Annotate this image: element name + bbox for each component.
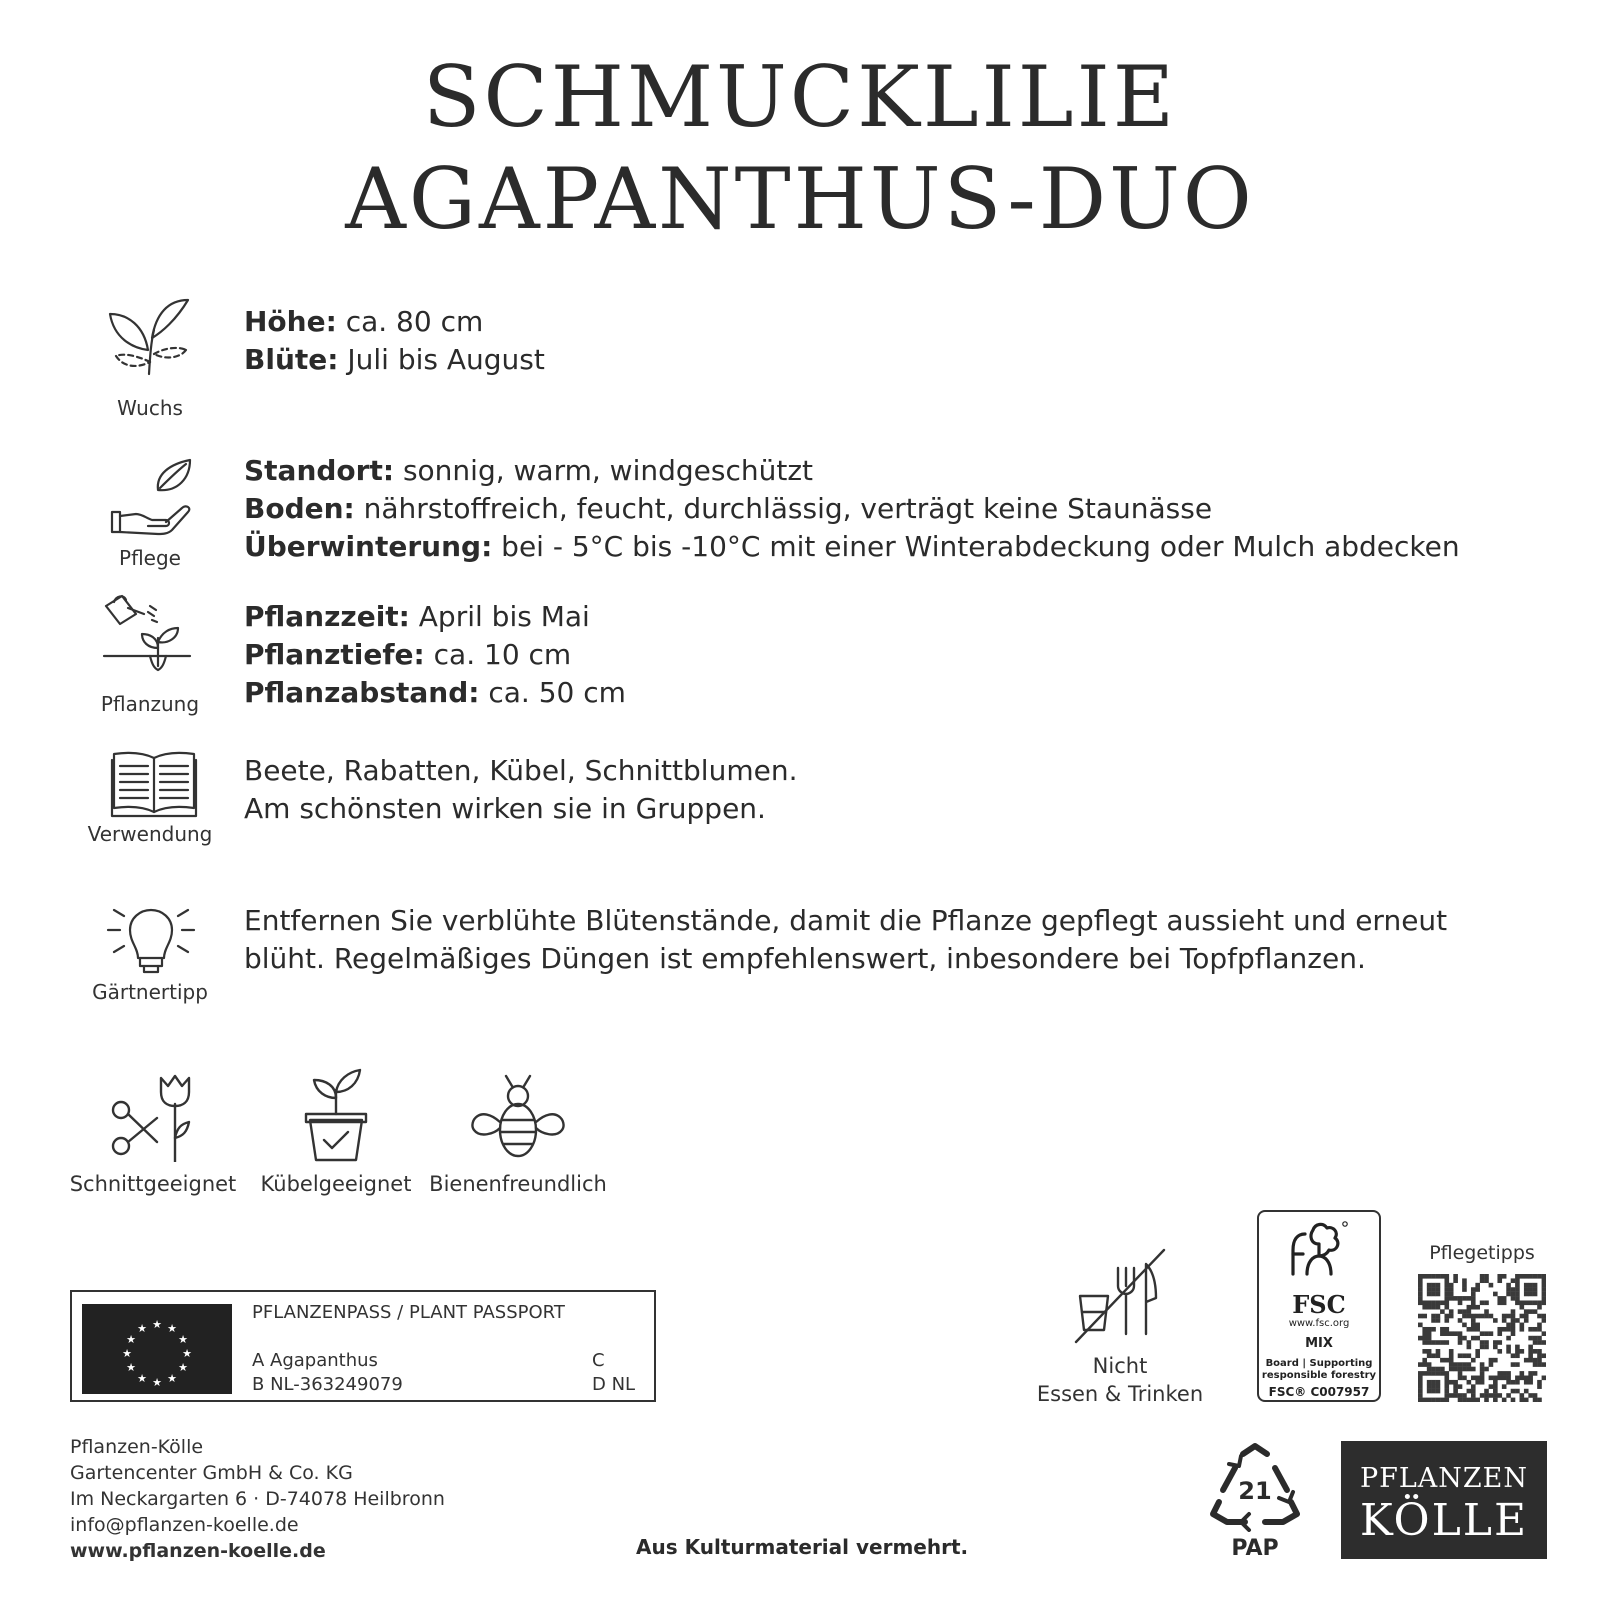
tipp-line-1: Entfernen Sie verblühte Blütenstände, damit die Pflanze gepflegt aussieht und erneut	[244, 904, 1448, 937]
svg-text:★: ★	[182, 1347, 192, 1360]
passport-c: C	[592, 1350, 605, 1371]
label-ueberwinterung: Überwinterung:	[244, 530, 493, 563]
svg-text:★: ★	[152, 1376, 162, 1389]
section-text-pflege	[244, 452, 1460, 566]
address-email[interactable]: info@pflanzen-koelle.de	[70, 1514, 299, 1536]
recycling-code: PAP	[1231, 1536, 1279, 1561]
section-text-pflanzung	[244, 598, 626, 712]
address-block	[70, 1434, 445, 1564]
logo-line-2: KÖLLE	[1359, 1495, 1529, 1546]
label-pflanzabstand: Pflanzabstand:	[244, 676, 480, 709]
recycling-number: 21	[1238, 1477, 1272, 1505]
section-text-verwendung	[244, 752, 797, 828]
value-pflanzzeit: April bis Mai	[409, 600, 590, 633]
verwendung-line-1: Beete, Rabatten, Kübel, Schnittblumen.	[244, 754, 798, 787]
qr-label: Pflegetipps	[1429, 1242, 1535, 1264]
fsc-tree-icon	[1287, 1220, 1351, 1290]
section-label-pflanzung: Pflanzung	[100, 692, 200, 716]
tipp-line-2: blüht. Regelmäßiges Düngen ist empfehlenswert, inbesondere bei Topfpflanzen.	[244, 942, 1366, 975]
svg-text:★: ★	[178, 1361, 188, 1374]
title-line-2: AGAPANTHUS-DUO	[345, 150, 1255, 248]
passport-a: A Agapanthus	[252, 1350, 378, 1371]
svg-text:★: ★	[126, 1361, 136, 1374]
address-line-3: Im Neckargarten 6 · D-74078 Heilbronn	[70, 1488, 445, 1510]
svg-text:★: ★	[137, 1372, 147, 1385]
svg-text:★: ★	[167, 1322, 177, 1335]
watering-can-sprout-icon	[102, 594, 192, 684]
fsc-brand: FSC	[1292, 1290, 1346, 1319]
label-bluete: Blüte:	[244, 343, 339, 376]
section-text-gaertnertipp	[244, 902, 1447, 978]
address-line-2: Gartencenter GmbH & Co. KG	[70, 1462, 353, 1484]
label-boden: Boden:	[244, 492, 355, 525]
culture-note: Aus Kulturmaterial vermehrt.	[636, 1535, 969, 1559]
not-edible-line-1: Nicht	[1092, 1354, 1148, 1378]
eu-flag-icon	[82, 1304, 232, 1394]
logo-line-1: PFLANZEN	[1359, 1463, 1529, 1494]
passport-d: D NL	[592, 1374, 636, 1395]
pflanzen-koelle-logo	[1341, 1441, 1547, 1559]
potted-plant-icon	[286, 1062, 386, 1162]
qr-code-icon[interactable]	[1418, 1274, 1546, 1402]
feature-label-bienen: Bienenfreundlich	[429, 1172, 607, 1196]
fsc-mix: MIX	[1305, 1336, 1333, 1351]
light-bulb-icon	[106, 896, 196, 986]
svg-text:★: ★	[178, 1333, 188, 1346]
section-label-gaertnertipp: Gärtnertipp	[92, 980, 208, 1004]
fsc-desc-2: responsible forestry	[1261, 1370, 1377, 1381]
value-bluete: Juli bis August	[338, 343, 545, 376]
feature-label-kuebel: Kübelgeeignet	[260, 1172, 412, 1196]
fsc-desc-1: Board | Supporting	[1265, 1358, 1373, 1369]
label-pflanzzeit: Pflanzzeit:	[244, 600, 410, 633]
address-website[interactable]: www.pflanzen-koelle.de	[70, 1540, 326, 1562]
svg-text:★: ★	[167, 1372, 177, 1385]
not-edible-line-2: Essen & Trinken	[1036, 1382, 1204, 1406]
fsc-url: www.fsc.org	[1288, 1318, 1350, 1329]
not-edible-icon	[1072, 1246, 1172, 1346]
value-boden: nährstoffreich, feucht, durchlässig, verträgt keine Staunässe	[354, 492, 1213, 525]
passport-b: B NL-363249079	[252, 1374, 403, 1395]
svg-text:★: ★	[137, 1322, 147, 1335]
value-pflanzabstand: ca. 50 cm	[479, 676, 626, 709]
not-edible-label	[1020, 1352, 1220, 1408]
section-label-pflege: Pflege	[119, 546, 181, 570]
svg-text:★: ★	[122, 1347, 132, 1360]
scissors-tulip-icon	[105, 1062, 205, 1162]
svg-text:★: ★	[126, 1333, 136, 1346]
svg-text:★: ★	[152, 1318, 162, 1331]
label-pflanztiefe: Pflanztiefe:	[244, 638, 425, 671]
value-standort: sonnig, warm, windgeschützt	[394, 454, 814, 487]
bee-icon	[468, 1070, 568, 1170]
section-label-verwendung: Verwendung	[87, 822, 213, 846]
seedling-growth-icon	[104, 292, 194, 382]
section-text-wuchs	[244, 303, 545, 379]
fsc-code: FSC® C007957	[1268, 1385, 1370, 1399]
plant-passport	[70, 1290, 656, 1402]
verwendung-line-2: Am schönsten wirken sie in Gruppen.	[244, 792, 766, 825]
hand-leaf-icon	[106, 456, 196, 546]
value-pflanztiefe: ca. 10 cm	[424, 638, 572, 671]
value-ueberwinterung: bei - 5°C bis -10°C mit einer Winterabdeckung oder Mulch abdecken	[492, 530, 1460, 563]
label-hoehe: Höhe:	[244, 305, 337, 338]
feature-label-schnitt: Schnittgeeignet	[69, 1172, 237, 1196]
title-line-1: SCHMUCKLILIE	[422, 48, 1178, 146]
section-label-wuchs: Wuchs	[117, 396, 183, 420]
address-line-1: Pflanzen-Kölle	[70, 1436, 204, 1458]
passport-header: PFLANZENPASS / PLANT PASSPORT	[252, 1302, 565, 1323]
fsc-label	[1257, 1210, 1381, 1402]
label-standort: Standort:	[244, 454, 395, 487]
value-hoehe: ca. 80 cm	[336, 305, 484, 338]
